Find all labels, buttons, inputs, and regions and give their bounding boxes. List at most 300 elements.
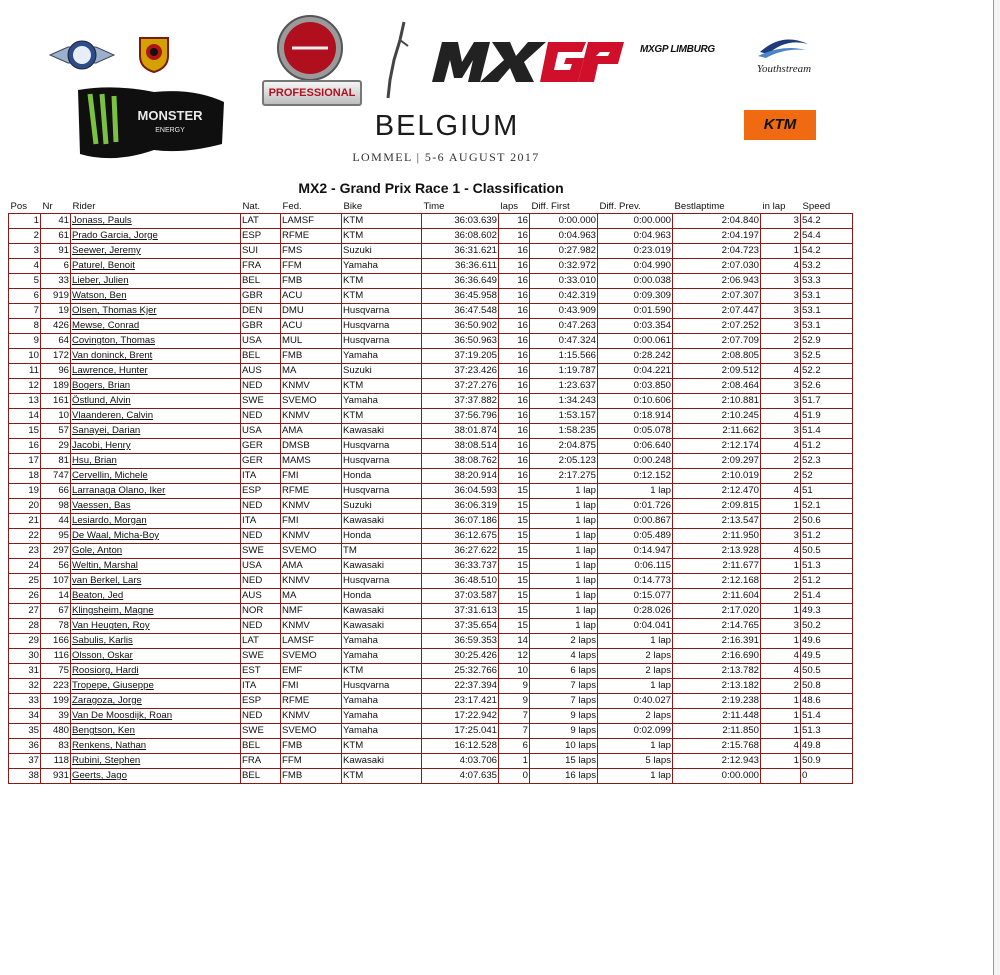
table-row <box>9 589 853 604</box>
cell-laps: 16 <box>499 319 530 334</box>
cell-speed: 53.1 <box>801 289 853 304</box>
cell-bike: Suzuki <box>342 364 422 379</box>
cell-pos: 25 <box>9 574 41 589</box>
cell-in-lap: 2 <box>761 334 801 349</box>
cell-speed: 50.5 <box>801 544 853 559</box>
cell-diff-prev: 0:18.914 <box>598 409 673 424</box>
table-row <box>9 529 853 544</box>
cell-speed: 51 <box>801 484 853 499</box>
cell-bike: Suzuki <box>342 499 422 514</box>
cell-nr: 6 <box>41 259 71 274</box>
cell-rider[interactable]: Tropepe, Giuseppe <box>71 679 241 694</box>
cell-diff-first: 1 lap <box>530 544 598 559</box>
cell-speed: 53.1 <box>801 304 853 319</box>
cell-time: 36:45.958 <box>422 289 499 304</box>
cell-nr: 10 <box>41 409 71 424</box>
cell-pos: 10 <box>9 349 41 364</box>
cell-time: 37:27.276 <box>422 379 499 394</box>
cell-nat: SWE <box>241 649 281 664</box>
cell-laps: 16 <box>499 394 530 409</box>
cell-diff-prev: 0:14.947 <box>598 544 673 559</box>
cell-bestlaptime: 2:19.238 <box>673 694 761 709</box>
cell-rider[interactable]: Cervellin, Michele <box>71 469 241 484</box>
cell-fed: SVEMO <box>281 544 342 559</box>
cell-nr: 91 <box>41 244 71 259</box>
cell-time: 36:33.737 <box>422 559 499 574</box>
cell-nat: GBR <box>241 289 281 304</box>
cell-rider[interactable]: Prado Garcia, Jorge <box>71 229 241 244</box>
cell-bestlaptime: 2:06.943 <box>673 274 761 289</box>
cell-in-lap <box>761 769 801 784</box>
cell-time: 37:23.426 <box>422 364 499 379</box>
cell-bike: KTM <box>342 769 422 784</box>
cell-in-lap: 1 <box>761 604 801 619</box>
cell-fed: DMSB <box>281 439 342 454</box>
cell-pos: 17 <box>9 454 41 469</box>
cell-nat: USA <box>241 559 281 574</box>
cell-diff-prev: 0:15.077 <box>598 589 673 604</box>
cell-rider[interactable]: Rubini, Stephen <box>71 754 241 769</box>
cell-laps: 15 <box>499 619 530 634</box>
cell-rider[interactable]: Van doninck, Brent <box>71 349 241 364</box>
table-row <box>9 319 853 334</box>
cell-time: 36:59.353 <box>422 634 499 649</box>
cell-nr: 166 <box>41 634 71 649</box>
cell-pos: 12 <box>9 379 41 394</box>
cell-diff-prev: 0:14.773 <box>598 574 673 589</box>
cell-nat: USA <box>241 424 281 439</box>
cell-laps: 16 <box>499 229 530 244</box>
cell-diff-first: 9 laps <box>530 709 598 724</box>
cell-time: 36:31.621 <box>422 244 499 259</box>
cell-laps: 15 <box>499 514 530 529</box>
cell-fed: MA <box>281 589 342 604</box>
cell-nr: 172 <box>41 349 71 364</box>
cell-rider[interactable]: Renkens, Nathan <box>71 739 241 754</box>
cell-laps: 9 <box>499 694 530 709</box>
cell-speed: 49.3 <box>801 604 853 619</box>
cell-in-lap: 3 <box>761 529 801 544</box>
cell-speed: 52.3 <box>801 454 853 469</box>
cell-bestlaptime: 2:04.197 <box>673 229 761 244</box>
table-row <box>9 619 853 634</box>
cell-diff-prev: 0:09.309 <box>598 289 673 304</box>
cell-bestlaptime: 2:14.765 <box>673 619 761 634</box>
cell-diff-first: 1:19.787 <box>530 364 598 379</box>
cell-rider[interactable]: Larranaga Olano, Iker <box>71 484 241 499</box>
cell-bike: Yamaha <box>342 649 422 664</box>
cell-in-lap: 3 <box>761 319 801 334</box>
cell-in-lap: 2 <box>761 589 801 604</box>
cell-diff-prev: 2 laps <box>598 649 673 664</box>
cell-in-lap: 2 <box>761 229 801 244</box>
cell-bestlaptime: 2:12.943 <box>673 754 761 769</box>
cell-laps: 7 <box>499 724 530 739</box>
cell-speed: 53.3 <box>801 274 853 289</box>
cell-diff-first: 15 laps <box>530 754 598 769</box>
cell-time: 17:25.041 <box>422 724 499 739</box>
col-bestlaptime: Bestlaptime <box>673 199 761 214</box>
cell-rider[interactable]: Van Heugten, Roy <box>71 619 241 634</box>
cell-bike: Yamaha <box>342 394 422 409</box>
cell-speed: 54.2 <box>801 244 853 259</box>
cell-nr: 747 <box>41 469 71 484</box>
cell-in-lap: 1 <box>761 709 801 724</box>
cell-bestlaptime: 2:07.307 <box>673 289 761 304</box>
cell-rider[interactable]: Seewer, Jeremy <box>71 244 241 259</box>
results-table <box>8 199 853 784</box>
cell-diff-first: 2:17.275 <box>530 469 598 484</box>
cell-bike: Kawasaki <box>342 424 422 439</box>
event-subtitle: LOMMEL | 5-6 AUGUST 2017 <box>352 150 540 164</box>
cell-pos: 29 <box>9 634 41 649</box>
cell-fed: AMA <box>281 559 342 574</box>
cell-speed: 51.3 <box>801 724 853 739</box>
cell-nr: 78 <box>41 619 71 634</box>
cell-diff-prev: 0:06.115 <box>598 559 673 574</box>
cell-nr: 66 <box>41 484 71 499</box>
cell-speed: 53.1 <box>801 319 853 334</box>
cell-nat: NED <box>241 409 281 424</box>
cell-bike: Husqvarna <box>342 319 422 334</box>
table-row <box>9 604 853 619</box>
cell-diff-prev: 1 lap <box>598 634 673 649</box>
cell-bike: Husqvarna <box>342 304 422 319</box>
cell-bestlaptime: 2:11.662 <box>673 424 761 439</box>
cell-nat: LAT <box>241 214 281 229</box>
cell-diff-prev: 0:23.019 <box>598 244 673 259</box>
cell-nr: 75 <box>41 664 71 679</box>
col-diff-prev: Diff. Prev. <box>598 199 673 214</box>
cell-nat: AUS <box>241 589 281 604</box>
cell-diff-first: 1 lap <box>530 514 598 529</box>
cell-bestlaptime: 2:17.020 <box>673 604 761 619</box>
cell-fed: SVEMO <box>281 394 342 409</box>
cell-diff-first: 2:04.875 <box>530 439 598 454</box>
cell-rider[interactable]: Lawrence, Hunter <box>71 364 241 379</box>
cell-bike: Yamaha <box>342 259 422 274</box>
cell-fed: LAMSF <box>281 214 342 229</box>
cell-diff-first: 1:34.243 <box>530 394 598 409</box>
table-row <box>9 514 853 529</box>
cell-rider[interactable]: Paturel, Benoit <box>71 259 241 274</box>
cell-in-lap: 3 <box>761 304 801 319</box>
cell-bike: KTM <box>342 409 422 424</box>
cell-nat: GBR <box>241 319 281 334</box>
cell-speed: 52.5 <box>801 349 853 364</box>
cell-diff-prev: 2 laps <box>598 709 673 724</box>
cell-nr: 297 <box>41 544 71 559</box>
sponsor-header <box>0 0 1000 180</box>
cell-laps: 10 <box>499 664 530 679</box>
cell-nr: 931 <box>41 769 71 784</box>
cell-nr: 81 <box>41 454 71 469</box>
cell-fed: NMF <box>281 604 342 619</box>
fim-logo-icon <box>48 37 116 73</box>
cell-in-lap: 1 <box>761 634 801 649</box>
cell-in-lap: 4 <box>761 484 801 499</box>
cell-nr: 199 <box>41 694 71 709</box>
cell-diff-first: 0:47.263 <box>530 319 598 334</box>
cell-pos: 38 <box>9 769 41 784</box>
cell-in-lap: 4 <box>761 649 801 664</box>
cell-pos: 23 <box>9 544 41 559</box>
cell-bike: KTM <box>342 229 422 244</box>
cell-pos: 4 <box>9 259 41 274</box>
cell-nr: 223 <box>41 679 71 694</box>
cell-rider[interactable]: van Berkel, Lars <box>71 574 241 589</box>
cell-rider[interactable]: Vlaanderen, Calvin <box>71 409 241 424</box>
cell-laps: 15 <box>499 499 530 514</box>
cell-diff-first: 1 lap <box>530 574 598 589</box>
cell-pos: 8 <box>9 319 41 334</box>
cell-rider[interactable]: Jonass, Pauls <box>71 214 241 229</box>
cell-bestlaptime: 2:12.470 <box>673 484 761 499</box>
cell-pos: 3 <box>9 244 41 259</box>
cell-bestlaptime: 2:09.815 <box>673 499 761 514</box>
cell-bike: Kawasaki <box>342 754 422 769</box>
cell-rider[interactable]: Covington, Thomas <box>71 334 241 349</box>
cell-laps: 15 <box>499 574 530 589</box>
cell-bestlaptime: 2:15.768 <box>673 739 761 754</box>
cell-bike: Yamaha <box>342 694 422 709</box>
cell-rider[interactable]: De Waal, Micha-Boy <box>71 529 241 544</box>
cell-rider[interactable]: Weltin, Marshal <box>71 559 241 574</box>
cell-nat: ITA <box>241 679 281 694</box>
cell-speed: 50.8 <box>801 679 853 694</box>
cell-rider[interactable]: Bogers, Brian <box>71 379 241 394</box>
cell-laps: 16 <box>499 259 530 274</box>
cell-nat: NOR <box>241 604 281 619</box>
cell-bestlaptime: 2:11.850 <box>673 724 761 739</box>
cell-nat: BEL <box>241 274 281 289</box>
col-bike: Bike <box>342 199 422 214</box>
table-row <box>9 379 853 394</box>
cell-in-lap: 1 <box>761 244 801 259</box>
cell-bike: KTM <box>342 739 422 754</box>
cell-bike: Husqvarna <box>342 574 422 589</box>
cell-rider[interactable]: Geerts, Jago <box>71 769 241 784</box>
cell-bestlaptime: 2:11.677 <box>673 559 761 574</box>
cell-nr: 161 <box>41 394 71 409</box>
cell-time: 4:07.635 <box>422 769 499 784</box>
cell-nr: 64 <box>41 334 71 349</box>
cell-pos: 11 <box>9 364 41 379</box>
cell-laps: 9 <box>499 679 530 694</box>
cell-laps: 16 <box>499 439 530 454</box>
cell-pos: 7 <box>9 304 41 319</box>
cell-rider[interactable]: Bengtson, Ken <box>71 724 241 739</box>
cell-bestlaptime: 2:08.464 <box>673 379 761 394</box>
cell-nr: 14 <box>41 589 71 604</box>
cell-fed: EMF <box>281 664 342 679</box>
col-time: Time <box>422 199 499 214</box>
cell-time: 36:47.548 <box>422 304 499 319</box>
cell-rider[interactable]: Jacobi, Henry <box>71 439 241 454</box>
monster-energy-logo <box>74 84 226 164</box>
cell-fed: KNMV <box>281 709 342 724</box>
cell-time: 37:03.587 <box>422 589 499 604</box>
cell-nat: ESP <box>241 694 281 709</box>
cell-laps: 6 <box>499 739 530 754</box>
cell-bike: KTM <box>342 379 422 394</box>
cell-nr: 116 <box>41 649 71 664</box>
cell-rider[interactable]: Mewse, Conrad <box>71 319 241 334</box>
cell-rider[interactable]: Watson, Ben <box>71 289 241 304</box>
cell-speed: 50.2 <box>801 619 853 634</box>
cell-speed: 49.8 <box>801 739 853 754</box>
cell-nr: 57 <box>41 424 71 439</box>
cell-time: 23:17.421 <box>422 694 499 709</box>
event-title: BELGIUM <box>374 110 520 142</box>
cell-speed: 52.2 <box>801 364 853 379</box>
cell-diff-prev: 0:06.640 <box>598 439 673 454</box>
cell-diff-first: 1 lap <box>530 529 598 544</box>
results-header <box>9 199 853 214</box>
table-row <box>9 364 853 379</box>
cell-bestlaptime: 2:04.723 <box>673 244 761 259</box>
cell-rider[interactable]: Olsson, Oskar <box>71 649 241 664</box>
cell-speed: 49.6 <box>801 634 853 649</box>
cell-in-lap: 4 <box>761 259 801 274</box>
cell-diff-prev: 0:00.038 <box>598 274 673 289</box>
cell-time: 22:37.394 <box>422 679 499 694</box>
cell-fed: MA <box>281 364 342 379</box>
cell-nat: GER <box>241 439 281 454</box>
cell-rider[interactable]: Gole, Anton <box>71 544 241 559</box>
cell-bestlaptime: 2:13.782 <box>673 664 761 679</box>
cell-diff-first: 0:00.000 <box>530 214 598 229</box>
cell-diff-prev: 0:01.590 <box>598 304 673 319</box>
cell-rider[interactable]: Beaton, Jed <box>71 589 241 604</box>
cell-diff-prev: 0:02.099 <box>598 724 673 739</box>
cell-laps: 16 <box>499 274 530 289</box>
cell-in-lap: 2 <box>761 469 801 484</box>
cell-rider[interactable]: Sabulis, Karlis <box>71 634 241 649</box>
cell-bike: KTM <box>342 289 422 304</box>
ktm-logo: KTM <box>744 110 816 140</box>
cell-fed: FMI <box>281 679 342 694</box>
cell-laps: 16 <box>499 364 530 379</box>
cell-rider[interactable]: Klingsheim, Magne <box>71 604 241 619</box>
cell-time: 30:25.426 <box>422 649 499 664</box>
cell-rider[interactable]: Vaessen, Bas <box>71 499 241 514</box>
cell-nat: NED <box>241 529 281 544</box>
table-row <box>9 259 853 274</box>
cell-diff-first: 1 lap <box>530 589 598 604</box>
cell-diff-first: 16 laps <box>530 769 598 784</box>
cell-rider[interactable]: Östlund, Alvin <box>71 394 241 409</box>
cell-speed: 52.1 <box>801 499 853 514</box>
cell-laps: 15 <box>499 559 530 574</box>
cell-time: 4:03.706 <box>422 754 499 769</box>
cell-in-lap: 4 <box>761 664 801 679</box>
cell-bestlaptime: 2:16.391 <box>673 634 761 649</box>
cell-bike: Yamaha <box>342 724 422 739</box>
cell-pos: 18 <box>9 469 41 484</box>
cell-bike: Honda <box>342 529 422 544</box>
svg-text:MONSTER: MONSTER <box>137 108 203 123</box>
cell-nat: GER <box>241 454 281 469</box>
cell-pos: 15 <box>9 424 41 439</box>
cell-nat: NED <box>241 379 281 394</box>
cell-bike: KTM <box>342 664 422 679</box>
cell-fed: DMU <box>281 304 342 319</box>
cell-pos: 21 <box>9 514 41 529</box>
cell-bike: Husqvarna <box>342 679 422 694</box>
cell-time: 36:03.639 <box>422 214 499 229</box>
cell-fed: RFME <box>281 229 342 244</box>
cell-nr: 41 <box>41 214 71 229</box>
cell-nr: 426 <box>41 319 71 334</box>
cell-diff-first: 0:42.319 <box>530 289 598 304</box>
cell-bike: Kawasaki <box>342 514 422 529</box>
cell-in-lap: 4 <box>761 364 801 379</box>
cell-nat: NED <box>241 499 281 514</box>
cell-rider[interactable]: Lesiardo, Morgan <box>71 514 241 529</box>
cell-fed: KNMV <box>281 529 342 544</box>
results-body <box>9 214 853 784</box>
cell-in-lap: 1 <box>761 724 801 739</box>
cell-bestlaptime: 2:04.840 <box>673 214 761 229</box>
cell-bestlaptime: 2:09.512 <box>673 364 761 379</box>
cell-time: 36:36.649 <box>422 274 499 289</box>
cell-bestlaptime: 2:12.168 <box>673 574 761 589</box>
cell-diff-first: 1:53.157 <box>530 409 598 424</box>
cell-pos: 16 <box>9 439 41 454</box>
cell-pos: 9 <box>9 334 41 349</box>
cell-bike: Kawasaki <box>342 559 422 574</box>
cell-rider[interactable]: Zaragoza, Jorge <box>71 694 241 709</box>
cell-diff-first: 9 laps <box>530 724 598 739</box>
table-row <box>9 334 853 349</box>
table-row <box>9 394 853 409</box>
cell-nat: BEL <box>241 769 281 784</box>
table-row <box>9 499 853 514</box>
cell-pos: 27 <box>9 604 41 619</box>
cell-time: 16:12.528 <box>422 739 499 754</box>
cell-rider[interactable]: Lieber, Julien <box>71 274 241 289</box>
cell-rider[interactable]: Roosiorg, Hardi <box>71 664 241 679</box>
cell-fed: LAMSF <box>281 634 342 649</box>
cell-fed: KNMV <box>281 619 342 634</box>
cell-rider[interactable]: Sanayei, Darian <box>71 424 241 439</box>
cell-in-lap: 4 <box>761 739 801 754</box>
cell-nat: FRA <box>241 259 281 274</box>
table-row <box>9 559 853 574</box>
cell-pos: 34 <box>9 709 41 724</box>
cell-laps: 15 <box>499 544 530 559</box>
cell-nr: 61 <box>41 229 71 244</box>
monster-claw-icon <box>74 84 226 164</box>
cell-bestlaptime: 2:10.881 <box>673 394 761 409</box>
cell-diff-first: 2:05.123 <box>530 454 598 469</box>
cell-bike: Yamaha <box>342 634 422 649</box>
table-row <box>9 649 853 664</box>
cell-rider[interactable]: Hsu, Brian <box>71 454 241 469</box>
cell-nat: NED <box>241 619 281 634</box>
rider-silhouette-icon <box>380 20 410 100</box>
cell-pos: 2 <box>9 229 41 244</box>
cell-laps: 16 <box>499 289 530 304</box>
cell-fed: ACU <box>281 289 342 304</box>
cell-rider[interactable]: Van De Moosdijk, Roan <box>71 709 241 724</box>
cell-rider[interactable]: Olsen, Thomas Kjer <box>71 304 241 319</box>
cell-speed: 51.9 <box>801 409 853 424</box>
col-in-lap: in lap <box>761 199 801 214</box>
cell-diff-prev: 0:00.000 <box>598 214 673 229</box>
table-row <box>9 409 853 424</box>
